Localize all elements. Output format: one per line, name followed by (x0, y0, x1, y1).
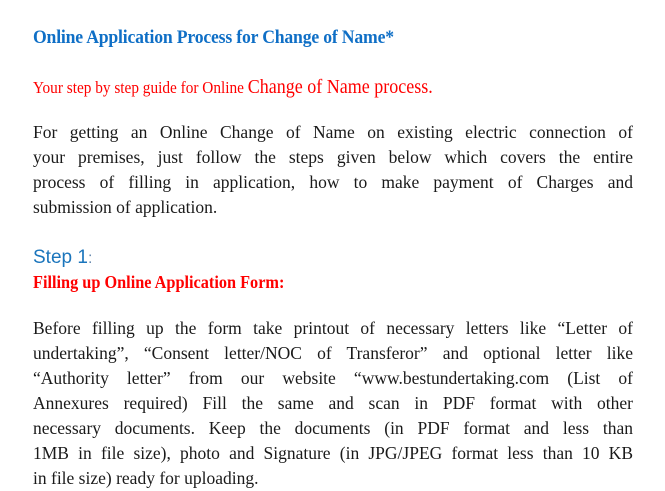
step-body-line: “Authority letter” from our website “www.bestundertaking.com (List of (33, 368, 633, 388)
subtitle-emphasis: Change of Name process. (247, 76, 433, 98)
step-1-colon: : (87, 250, 93, 267)
step-1-label (33, 247, 92, 269)
page-subtitle (33, 76, 433, 99)
step-1-number: Step 1 (33, 247, 88, 268)
step-body-line: Annexures required) Fill the same and scan in PDF format with other (33, 393, 633, 413)
step-1-title: Filling up Online Application Form: (33, 272, 285, 292)
intro-line: For getting an Online Change of Name on existing electric connection of (33, 122, 633, 142)
step-1-body (33, 316, 633, 491)
subtitle-prefix: Your step by step guide for Online (33, 78, 248, 97)
step-body-line: undertaking”, “Consent letter/NOC of Transferor” and optional letter like (33, 343, 633, 363)
step-body-line: necessary documents. Keep the documents (in PDF format and less than (33, 418, 633, 438)
page-title: Online Application Process for Change of Name* (33, 27, 394, 48)
step-body-line: 1MB in file size), photo and Signature (in JPG/JPEG format less than 10 KB (33, 443, 633, 463)
intro-line: process of filling in application, how to make payment of Charges and (33, 172, 633, 192)
intro-paragraph (33, 120, 633, 220)
intro-line: submission of application. (33, 197, 218, 217)
step-body-line: Before filling up the form take printout of necessary letters like “Letter of (33, 318, 633, 338)
intro-line: your premises, just follow the steps given below which covers the entire (33, 147, 633, 167)
step-body-line: in file size) ready for uploading. (33, 468, 259, 488)
